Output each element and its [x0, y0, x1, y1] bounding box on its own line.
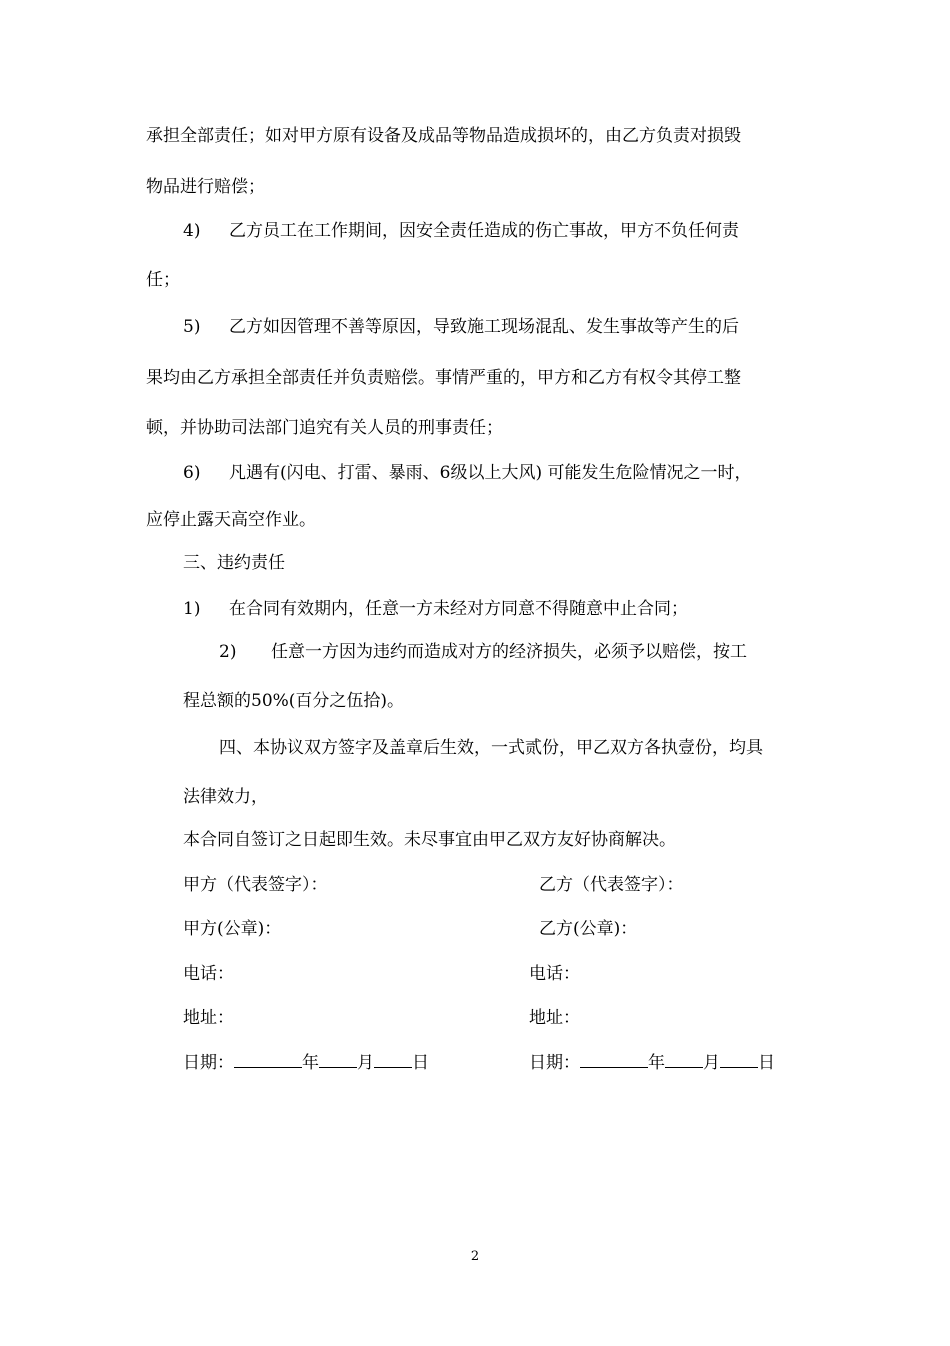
party-a-address-label: 地址：	[183, 1008, 234, 1028]
signature-row-phone	[183, 962, 580, 986]
party-b-month-blank	[665, 1049, 703, 1068]
clause-item-5-line-3: 顿，并协助司法部门追究有关人员的刑事责任；	[146, 418, 503, 438]
clause-item-4	[183, 219, 739, 243]
party-b-day-blank	[720, 1049, 758, 1068]
breach-item-1-number: 1)	[183, 599, 201, 619]
party-a-month-label: 月	[357, 1053, 374, 1073]
party-a-date-label: 日期：	[183, 1053, 234, 1073]
party-a-year-blank	[234, 1049, 302, 1068]
party-a-year-label: 年	[302, 1053, 319, 1073]
party-b-month-label: 月	[703, 1053, 720, 1073]
signature-row-representative	[183, 873, 684, 897]
party-a-month-blank	[319, 1049, 357, 1068]
party-a-phone-label: 电话：	[183, 964, 234, 984]
breach-item-2-line-2: 程总额的50%(百分之伍拾)。	[183, 691, 405, 711]
party-b-seal-label: 乙方(公章)：	[539, 919, 638, 939]
party-b-representative-label: 乙方（代表签字）：	[539, 875, 684, 895]
party-b-phone-label: 电话：	[529, 964, 580, 984]
section-4-line-1: 四、本协议双方签字及盖章后生效，一式贰份，甲乙双方各执壹份，均具	[219, 738, 763, 758]
effective-clause: 本合同自签订之日起即生效。未尽事宜由甲乙双方友好协商解决。	[183, 830, 676, 850]
party-b-day-label: 日	[758, 1053, 775, 1073]
page-number: 2	[470, 1249, 480, 1264]
breach-item-2-text: 任意一方因为违约而造成对方的经济损失，必须予以赔偿，按工	[271, 642, 747, 662]
clause-item-4-text: 乙方员工在工作期间，因安全责任造成的伤亡事故，甲方不负任何责	[229, 221, 739, 241]
paragraph-continuation-line-1: 承担全部责任；如对甲方原有设备及成品等物品造成损坏的，由乙方负责对损毁	[146, 126, 741, 146]
party-b-date	[529, 1049, 775, 1075]
clause-item-6-line-2: 应停止露天高空作业。	[146, 510, 316, 530]
clause-item-5-number: 5)	[183, 317, 201, 337]
clause-item-5	[183, 315, 739, 339]
signature-row-date	[183, 1049, 775, 1075]
breach-item-1-text: 在合同有效期内，任意一方未经对方同意不得随意中止合同；	[229, 599, 688, 619]
paragraph-continuation-line-2: 物品进行赔偿；	[146, 177, 265, 197]
party-b-year-label: 年	[648, 1053, 665, 1073]
party-a-seal-label: 甲方(公章)：	[183, 919, 282, 939]
party-b-year-blank	[580, 1049, 648, 1068]
party-b-date-label: 日期：	[529, 1053, 580, 1073]
breach-item-2	[219, 640, 747, 664]
breach-item-1	[183, 597, 688, 621]
section-4-line-2: 法律效力，	[183, 787, 268, 807]
clause-item-6-number: 6)	[183, 463, 201, 483]
breach-item-2-number: 2)	[219, 642, 237, 662]
clause-item-6-text: 凡遇有(闪电、打雷、暴雨、6级以上大风) 可能发生危险情况之一时，	[229, 463, 752, 483]
clause-item-5-text: 乙方如因管理不善等原因，导致施工现场混乱、发生事故等产生的后	[229, 317, 739, 337]
party-a-day-label: 日	[412, 1053, 429, 1073]
party-a-day-blank	[374, 1049, 412, 1068]
party-b-address-label: 地址：	[529, 1008, 580, 1028]
party-a-representative-label: 甲方（代表签字）：	[183, 875, 328, 895]
signature-row-seal	[183, 917, 638, 941]
clause-item-5-line-2: 果均由乙方承担全部责任并负责赔偿。事情严重的，甲方和乙方有权令其停工整	[146, 368, 741, 388]
clause-item-4-line-2: 任；	[146, 270, 180, 290]
signature-row-address	[183, 1006, 580, 1030]
clause-item-4-number: 4)	[183, 221, 201, 241]
clause-item-6	[183, 461, 751, 485]
section-3-title: 三、违约责任	[183, 553, 285, 573]
party-a-date	[183, 1053, 429, 1073]
